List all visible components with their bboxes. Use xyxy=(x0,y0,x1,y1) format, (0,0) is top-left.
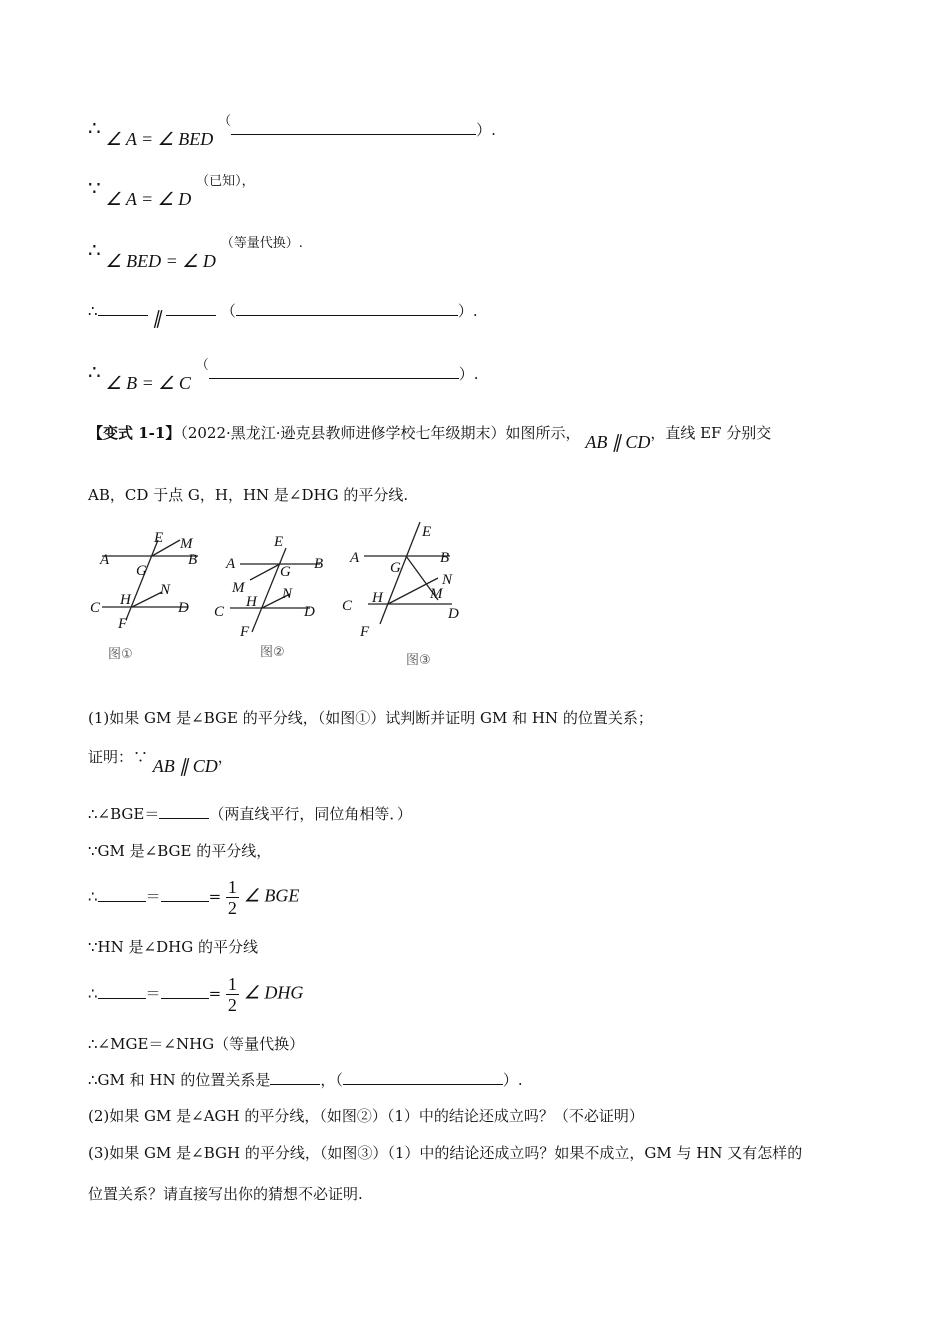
answer-blank[interactable] xyxy=(209,364,459,379)
fraction-half: $\frac{1}{2}$ xyxy=(227,974,237,1015)
label-N: N xyxy=(160,582,171,598)
proof-start xyxy=(88,746,233,776)
paren-close: ）. xyxy=(476,121,496,139)
label-D: D xyxy=(178,600,189,616)
therefore-symbol: ∴ xyxy=(88,360,101,384)
variant-line-2: AB，CD 于点 G，H，HN 是∠DHG 的平分线. xyxy=(88,486,409,504)
label-E: E xyxy=(154,530,164,546)
paren-close: ）. xyxy=(457,302,478,320)
label-C: C xyxy=(342,598,353,614)
answer-blank[interactable] xyxy=(161,984,209,999)
figure-caption-1: 图① xyxy=(108,647,133,662)
proof-line-5 xyxy=(88,358,479,393)
label-B: B xyxy=(314,556,324,572)
figure-caption-2: 图② xyxy=(260,645,285,660)
question-1: (1)如果 GM 是∠BGE 的平分线，（如图①）试判断并证明 GM 和 HN 的位置关系； xyxy=(88,709,653,727)
label-M: M xyxy=(430,586,443,602)
label-A: A xyxy=(226,556,236,572)
answer-blank[interactable] xyxy=(161,887,209,902)
figure-3 xyxy=(340,520,465,670)
answer-blank[interactable] xyxy=(159,804,209,819)
therefore-symbol: ∴ xyxy=(88,887,98,906)
math-expression: ∠ B = ∠ C xyxy=(105,373,191,393)
label-F: F xyxy=(360,624,370,640)
answer-blank[interactable] xyxy=(343,1070,503,1085)
given-expression: AB ∥ CD xyxy=(585,432,651,452)
because-symbol: ∵ xyxy=(88,176,101,200)
label-F: F xyxy=(240,624,250,640)
math-expression: ∠ BED = ∠ D xyxy=(105,251,216,271)
label-G: G xyxy=(280,564,291,580)
reason-text: （已知）， xyxy=(196,174,255,189)
parallel-symbol: ∥ xyxy=(152,308,162,328)
step-text: ∴∠BGE＝ xyxy=(88,805,160,823)
math-expression: ∠ A = ∠ D xyxy=(105,189,192,209)
figure-1 xyxy=(88,520,208,670)
label-G: G xyxy=(136,563,147,579)
step-4: ∵HN 是∠DHG 的平分线 xyxy=(88,938,258,956)
answer-blank[interactable] xyxy=(231,120,476,135)
label-A: A xyxy=(100,552,110,568)
paren-close: ）. xyxy=(458,365,479,383)
label-C: C xyxy=(214,604,225,620)
label-E: E xyxy=(422,524,432,540)
comma: ， xyxy=(217,748,233,766)
step-text: ∴GM 和 HN 的位置关系是 xyxy=(88,1071,271,1089)
paren-open: （ xyxy=(195,358,209,373)
step-6: ∴∠MGE＝∠NHG（等量代换） xyxy=(88,1035,305,1053)
therefore-symbol: ∴ xyxy=(88,984,98,1003)
given-expression: AB ∥ CD xyxy=(152,756,218,776)
answer-blank[interactable] xyxy=(236,301,458,316)
variant-heading xyxy=(88,422,772,452)
variant-tag: 【变式 1-1】 xyxy=(88,424,181,442)
paren-open: （ xyxy=(218,114,232,129)
step-2: ∵GM 是∠BGE 的平分线， xyxy=(88,842,272,860)
label-C: C xyxy=(90,600,101,616)
proof-line-4 xyxy=(88,300,478,328)
proof-line-2 xyxy=(88,174,255,209)
label-N: N xyxy=(442,572,453,588)
step-5 xyxy=(88,975,303,1014)
step-text: ，（ xyxy=(320,1071,343,1089)
reason-text: （两直线平行，同位角相等．） xyxy=(209,805,412,823)
answer-blank[interactable] xyxy=(98,887,146,902)
equals: = xyxy=(208,984,222,1003)
paren-open: （ xyxy=(220,302,236,320)
label-E: E xyxy=(274,534,284,550)
proof-line-1 xyxy=(88,114,496,149)
label-N: N xyxy=(282,586,293,602)
step-7 xyxy=(88,1069,523,1090)
question-3-line-2: 位置关系？请直接写出你的猜想不必证明. xyxy=(88,1185,363,1203)
therefore-symbol: ∴ xyxy=(88,238,101,262)
equals: = xyxy=(208,887,222,906)
therefore-symbol: ∴ xyxy=(88,116,101,140)
label-D: D xyxy=(448,606,459,622)
label-H: H xyxy=(372,590,383,606)
question-2: (2)如果 GM 是∠AGH 的平分线，（如图②）（1）中的结论还成立吗？（不必证明） xyxy=(88,1107,644,1125)
label-F: F xyxy=(118,616,128,632)
angle-expression: ∠ BGE xyxy=(243,885,300,906)
answer-blank[interactable] xyxy=(166,301,216,316)
figure-2 xyxy=(210,520,335,670)
math-expression: ∠ A = ∠ BED xyxy=(105,129,214,149)
label-H: H xyxy=(120,592,131,608)
step-3 xyxy=(88,878,299,917)
label-M: M xyxy=(180,536,193,552)
label-H: H xyxy=(246,594,257,610)
answer-blank[interactable] xyxy=(98,984,146,999)
proof-label: 证明：∵ xyxy=(88,748,149,766)
figure-caption-3: 图③ xyxy=(406,653,431,668)
answer-blank[interactable] xyxy=(98,301,148,316)
label-G: G xyxy=(390,560,401,576)
reason-text: （等量代换）. xyxy=(220,236,303,251)
label-B: B xyxy=(440,550,450,566)
answer-blank[interactable] xyxy=(270,1070,320,1085)
label-B: B xyxy=(188,552,198,568)
question-3-line-1: (3)如果 GM 是∠BGH 的平分线，（如图③）（1）中的结论还成立吗？如果不成立，GM 与 HN 又有怎样的 xyxy=(88,1144,803,1162)
angle-expression: ∠ DHG xyxy=(243,982,304,1003)
equals: ＝ xyxy=(145,984,161,1003)
label-M: M xyxy=(232,580,245,596)
variant-text: ，直线 EF 分别交 xyxy=(650,424,772,442)
step-1 xyxy=(88,803,412,824)
variant-source: （2022·黑龙江·逊克县教师进修学校七年级期末）如图所示， xyxy=(180,424,581,442)
proof-line-3 xyxy=(88,236,303,271)
paren-close: ）. xyxy=(502,1071,523,1089)
fraction-half: $\frac{1}{2}$ xyxy=(227,877,237,918)
equals: ＝ xyxy=(145,887,161,906)
label-A: A xyxy=(350,550,360,566)
therefore-symbol: ∴ xyxy=(88,302,98,320)
label-D: D xyxy=(304,604,315,620)
